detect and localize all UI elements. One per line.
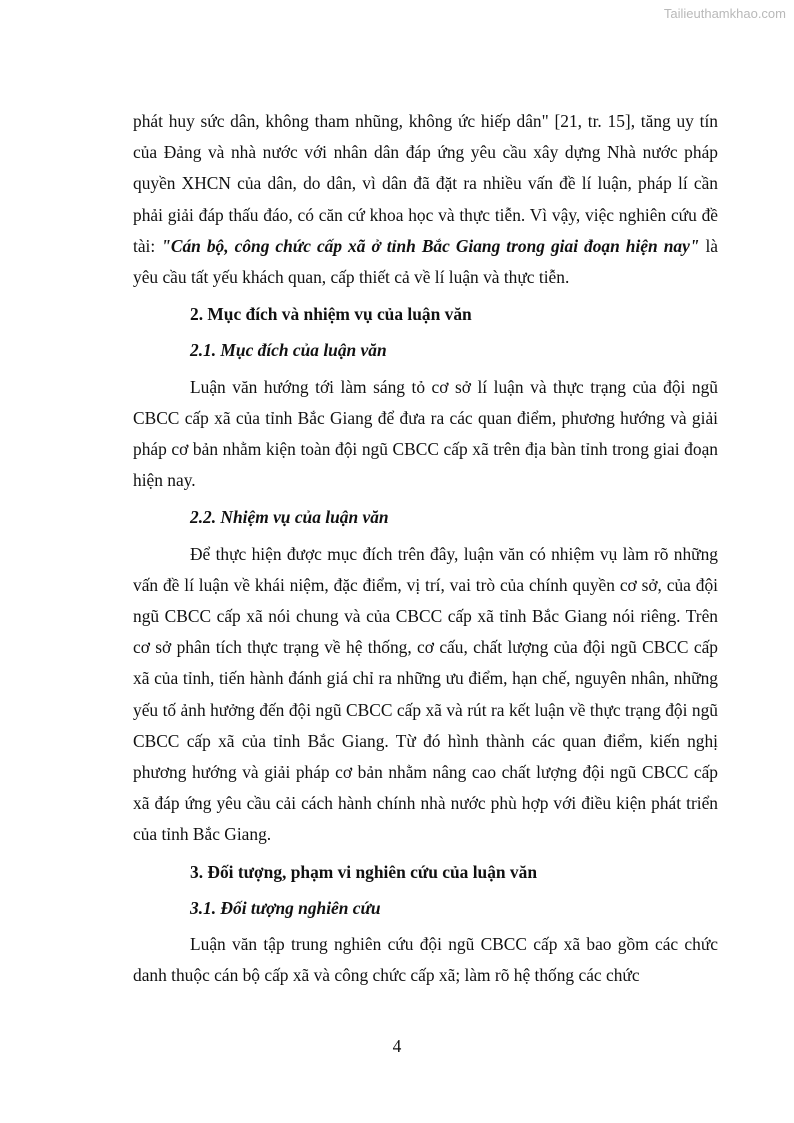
section-2-heading: 2. Mục đích và nhiệm vụ của luận văn <box>190 304 472 325</box>
section-2-1-paragraph: Luận văn hướng tới làm sáng tỏ cơ sở lí luận và thực trạng của đội ngũ CBCC cấp xã của tỉnh Bắc Giang để đưa ra các quan điểm, phương hướng và giải pháp cơ bản nhằm kiện toàn đội ngũ CBCC cấp xã trên địa bàn tỉnh trong giai đoạn hiện nay. <box>133 376 718 491</box>
watermark: Tailieuthamkhao.com <box>663 6 786 21</box>
section-2-2-heading: 2.2. Nhiệm vụ của luận văn <box>190 507 389 528</box>
intro-text-before: phát huy sức dân, không tham nhũng, không ức hiếp dân" [21, tr. 15], tăng uy tín của Đảng và nhà nước với nhân dân đáp ứng yêu cầu xây dựng Nhà nước pháp quyền XHCN của dân, do dân, vì dân đã đặt ra nhiều vấn đề lí luận, pháp lí cần phải giải đáp thấu đáo, có căn cứ khoa học và thực tiễn. Vì vậy, việc nghiên cứu đề tài: <box>133 111 718 256</box>
section-3-heading: 3. Đối tượng, phạm vi nghiên cứu của luận văn <box>190 861 537 882</box>
section-3-1-paragraph: Luận văn tập trung nghiên cứu đội ngũ CBCC cấp xã bao gồm các chức danh thuộc cán bộ cấp xã và công chức cấp xã; làm rõ hệ thống các chức <box>133 934 718 986</box>
section-2-2-paragraph: Để thực hiện được mục đích trên đây, luận văn có nhiệm vụ làm rõ những vấn đề lí luận về khái niệm, đặc điểm, vị trí, vai trò của chính quyền cơ sở, của đội ngũ CBCC cấp xã nói chung và của CBCC cấp xã tỉnh Bắc Giang nói riêng. Trên cơ sở phân tích thực trạng về hệ thống, cơ cấu, chất lượng của đội ngũ CBCC cấp xã của tỉnh, tiến hành đánh giá chỉ ra những ưu điểm, hạn chế, nguyên nhân, những yếu tố ảnh hưởng đến đội ngũ CBCC cấp xã và rút ra kết luận về thực trạng đội ngũ CBCC cấp xã của tỉnh Bắc Giang. Từ đó hình thành các quan điểm, kiến nghị phương hướng và giải pháp cơ bản nhằm nâng cao chất lượng đội ngũ CBCC cấp xã đáp ứng yêu cầu cải cách hành chính nhà nước phù hợp với điều kiện phát triển của tỉnh Bắc Giang. <box>133 543 718 845</box>
page-number: 4 <box>392 1036 402 1056</box>
document-body <box>133 106 718 991</box>
section-2-1-heading: 2.1. Mục đích của luận văn <box>190 340 387 361</box>
intro-paragraph <box>133 106 718 293</box>
section-3-1-heading: 3.1. Đối tượng nghiên cứu <box>190 897 381 918</box>
intro-text-after: là yêu cầu tất yếu khách quan, cấp thiết cả về lí luận và thực tiễn. <box>133 235 719 288</box>
thesis-title: "Cán bộ, công chức cấp xã ở tỉnh Bắc Giang trong giai đoạn hiện nay" <box>161 235 700 256</box>
